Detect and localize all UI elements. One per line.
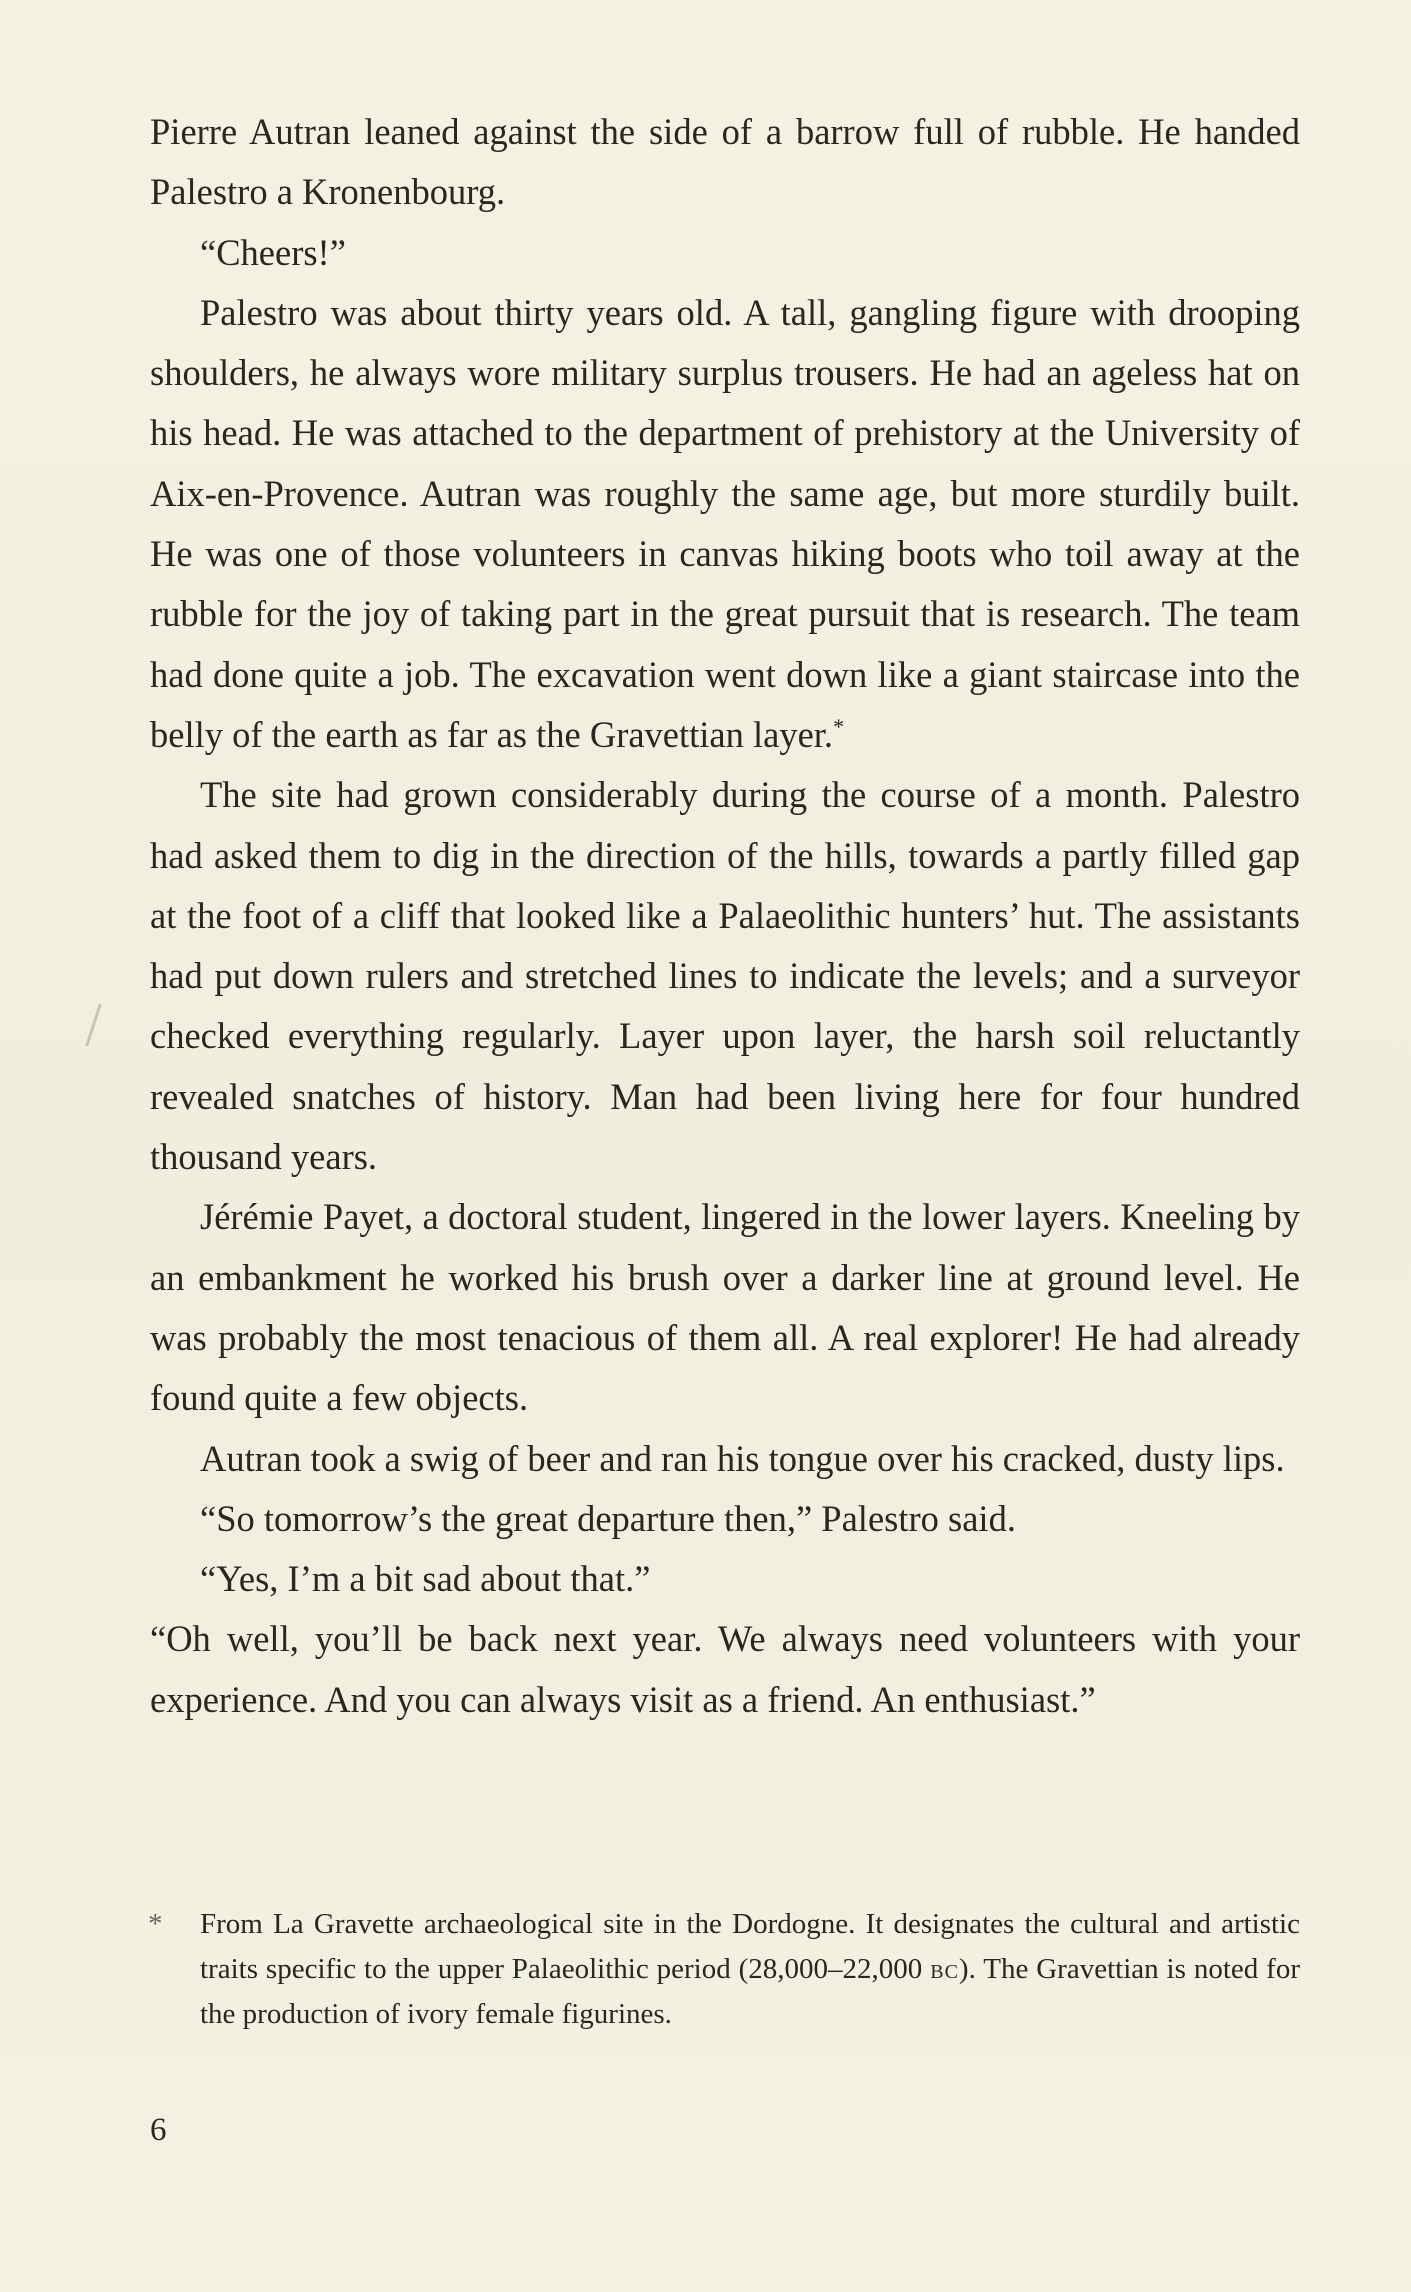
paragraph: “Yes, I’m a bit sad about that.” bbox=[200, 1558, 651, 1600]
paragraph: Autran took a swig of beer and ran his tongue over his cracked, dusty lips. bbox=[200, 1437, 1285, 1479]
page-number: 6 bbox=[150, 2112, 167, 2148]
footnote-text-after: ). The Gravettian is noted for the production of ivory female figurines. bbox=[200, 1953, 1300, 2030]
margin-pencil-mark bbox=[85, 1004, 101, 1047]
footnote-marker: * bbox=[148, 1908, 163, 1940]
body-text bbox=[150, 102, 1300, 1730]
footnote-text bbox=[200, 1902, 1300, 2037]
paragraph: The site had grown considerably during the course of a month. Palestro had asked them to dig in the direction of the hills, towards a partly filled gap at the foot of a cliff that looked like a Palaeolithic hunters’ hut. The assistants had put down rulers and stretched lines to indicate the levels; and a surveyor checked everything regularly. Layer upon layer, the harsh soil reluctantly revealed snatches of history. Man had been living here for four hundred thousand years. bbox=[150, 774, 1300, 1178]
paragraph: Jérémie Payet, a doctoral student, lingered in the lower layers. Kneeling by an embankment he worked his brush over a darker line at ground level. He was probably the most tenacious of them all. A real explorer! He had already found quite a few objects. bbox=[150, 1196, 1300, 1419]
paragraph bbox=[150, 283, 1300, 765]
footnote-text-before: From La Gravette archaeological site in the Dordogne. It designates the cultural and artistic traits specific to the upper Palaeolithic period (28,000–22,000 bbox=[200, 1908, 1300, 1985]
paragraph: “Oh well, you’ll be back next year. We always need volunteers with your experience. And you can always visit as a friend. An enthusiast.” bbox=[150, 1618, 1300, 1720]
paragraph: “Cheers!” bbox=[200, 231, 346, 273]
paragraph: “So tomorrow’s the great departure then,” Palestro said. bbox=[200, 1497, 1016, 1539]
footnote bbox=[150, 1902, 1300, 2037]
paragraph: Pierre Autran leaned against the side of a barrow full of rubble. He handed Palestro a Kronenbourg. bbox=[150, 111, 1300, 213]
paragraph-text: Palestro was about thirty years old. A tall, gangling figure with drooping shoulders, he always wore military surplus trousers. He had an ageless hat on his head. He was attached to the department of prehistory at the University of Aix-en-Provence. Autran was roughly the same age, but more sturdily built. He was one of those volunteers in canvas hiking boots who toil away at the rubble for the joy of taking part in the great pursuit that is research. The team had done quite a job. The excavation went down like a giant staircase into the belly of the earth as far as the Gravettian layer. bbox=[150, 291, 1300, 755]
footnote-reference: * bbox=[833, 713, 845, 739]
footnote-era: bc bbox=[930, 1953, 959, 1985]
